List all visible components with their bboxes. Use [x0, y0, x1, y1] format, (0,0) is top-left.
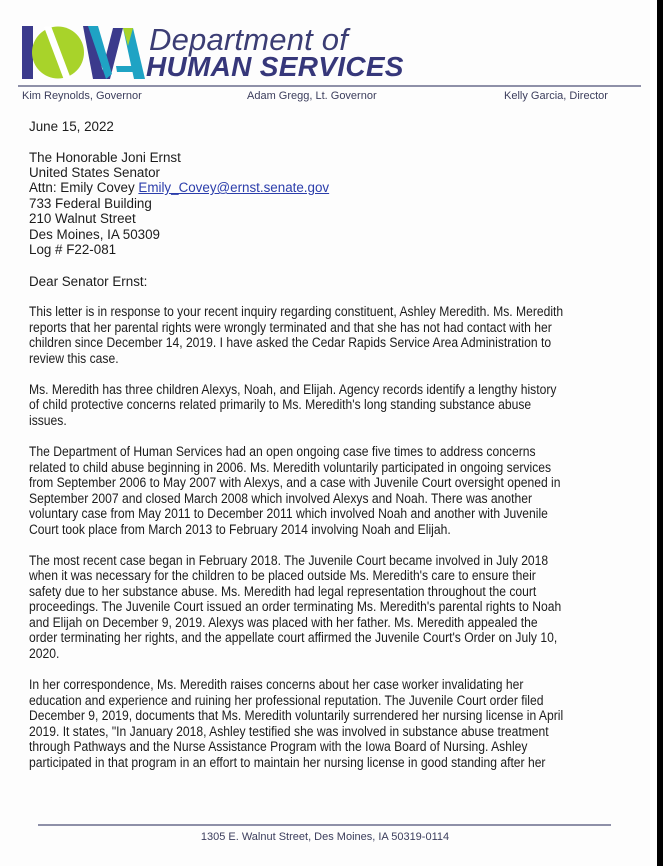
footer-address: 1305 E. Walnut Street, Des Moines, IA 50319-0114 — [200, 831, 450, 843]
paragraph-line: reports that her parental rights were wrongly terminated and that she has not had contact with her — [29, 320, 552, 335]
paragraph-line: Court took place from March 2013 to February 2014 involving Noah and Elijah. — [29, 522, 451, 537]
paragraph-line: December 9, 2019, documents that Ms. Meredith voluntarily surrendered her nursing license in April — [29, 708, 564, 723]
paragraph-line: issues. — [29, 413, 67, 428]
paragraph-line: 2020. — [29, 646, 60, 661]
paragraph-line: In her correspondence, Ms. Meredith raises concerns about her case worker invalidating her — [29, 677, 524, 692]
recipient-line-5: 210 Walnut Street — [29, 211, 136, 226]
paragraph-line: The most recent case began in February 2018. The Juvenile Court became involved in July 2018 — [29, 553, 549, 568]
paragraph-line: proceedings. The Juvenile Court issued an order terminating Ms. Meredith's parental rights to Noah — [29, 599, 562, 614]
paragraph-line: The Department of Human Services had an open ongoing case five times to address concerns — [29, 444, 536, 459]
paragraph-line: This letter is in response to your recent inquiry regarding constituent, Ashley Meredith. Ms. Meredith — [29, 304, 564, 319]
recipient-attn — [29, 180, 329, 195]
paragraph-line: education and experience and ruining her professional reputation. The Juvenile Court order filed — [29, 693, 544, 708]
recipient-line-2: United States Senator — [29, 165, 161, 180]
email-link[interactable]: Emily_Covey@ernst.senate.gov — [138, 180, 330, 195]
paragraph-line: Ms. Meredith has three children Alexys, Noah, and Elijah. Agency records identify a lengthy history — [29, 382, 557, 397]
dept-title-line1: Department of — [149, 22, 349, 57]
lt-governor-name: Adam Gregg, Lt. Governor — [247, 90, 377, 102]
paragraph-line: 2019. It states, "In January 2018, Ashley testified she was involved in substance abuse treatment — [29, 724, 549, 739]
paragraph-line: through Pathways and the Nurse Assistance Program with the Iowa Board of Nursing. Ashley — [29, 739, 528, 754]
governor-name: Kim Reynolds, Governor — [22, 90, 142, 102]
iowa-logo-icon — [20, 24, 148, 82]
paragraph-line: children since December 14, 2019. I have asked the Cedar Rapids Service Area Administration to — [29, 335, 552, 350]
paragraph-line: from September 2006 to May 2007 with Alexys, and a case with Juvenile Court oversight opened in — [29, 475, 561, 490]
paragraph-line: when it was necessary for the children to be placed outside Ms. Meredith's care to ensure their — [29, 568, 536, 583]
recipient-line-6: Des Moines, IA 50309 — [29, 227, 161, 242]
paragraph-line: and Elijah on December 9, 2019. Alexys was placed with her father. Ms. Meredith appealed the — [29, 615, 538, 630]
paragraph-line: participated in that program in an effort to maintain her nursing license in good standing after her — [29, 755, 546, 770]
recipient-line-1: The Honorable Joni Ernst — [29, 150, 181, 165]
paragraph-line: related to child abuse beginning in 2006. Ms. Meredith voluntarily participated in ongoing services — [29, 460, 552, 475]
letter-date: June 15, 2022 — [29, 119, 114, 134]
recipient-line-4: 733 Federal Building — [29, 196, 152, 211]
header-divider — [18, 85, 641, 87]
paragraph-line: review this case. — [29, 351, 119, 366]
paragraph-line: September 2007 and closed March 2008 which involved Alexys and Noah. There was another — [29, 491, 533, 506]
log-number: Log # F22-081 — [29, 242, 117, 257]
dept-title-line2: HUMAN SERVICES — [146, 51, 404, 82]
paragraph-line: voluntary case from May 2011 to December 2011 which involved Noah and another with Juvenile — [29, 506, 548, 521]
paragraph-line: of child protective concerns related primarily to Ms. Meredith's long standing substance abuse — [29, 397, 532, 412]
footer-divider — [38, 824, 611, 826]
paragraph-line: order terminating her rights, and the appellate court affirmed the Juvenile Court's Order on July 10, — [29, 630, 558, 645]
director-name: Kelly Garcia, Director — [504, 90, 608, 102]
paragraph-line: safety due to her substance abuse. Ms. Meredith had legal representation throughout the court — [29, 584, 537, 599]
salutation: Dear Senator Ernst: — [29, 274, 148, 289]
attn-label: Attn: Emily Covey — [29, 180, 139, 195]
